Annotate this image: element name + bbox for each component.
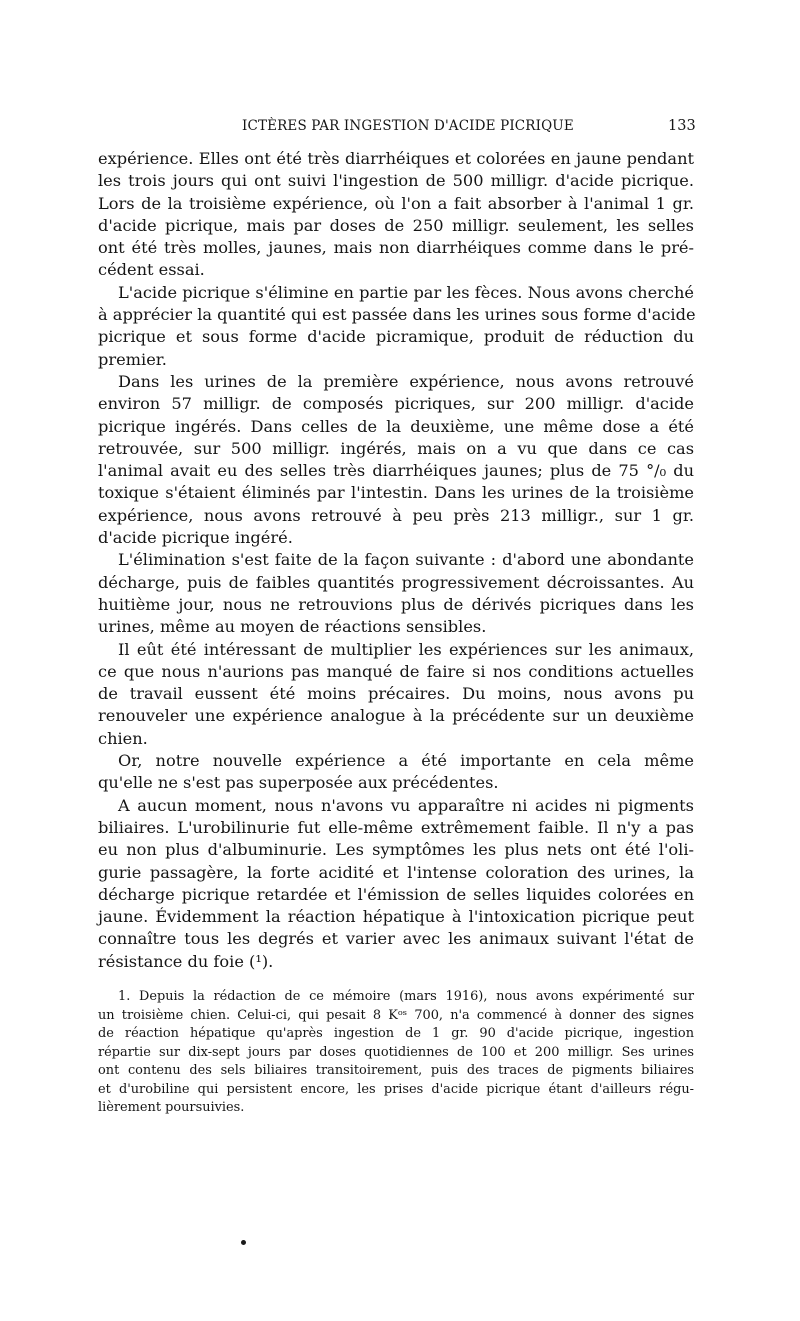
text-line: environ 57 milligr. de composés picriques, sur 200 milligr. d'acide xyxy=(98,394,694,414)
text-line: de travail eussent été moins précaires. Du moins, nous avons pu xyxy=(98,684,694,704)
footnote-line: ont contenu des sels biliaires transitoirement, puis des traces de pigments biliaires xyxy=(98,1063,694,1078)
text-line: biliaires. L'urobilinurie fut elle-même extrêmement faible. Il n'y a pas xyxy=(98,817,694,837)
text-line: l'animal avait eu des selles très diarrhéiques jaunes; plus de 75 °/₀ du xyxy=(98,461,694,481)
text-line: L'acide picrique s'élimine en partie par les fèces. Nous avons cherché xyxy=(118,282,694,302)
footnote-line: et d'urobiline qui persistent encore, les prises d'acide picrique étant d'ailleurs régu- xyxy=(98,1081,694,1097)
text-line: ce que nous n'aurions pas manqué de faire si nos conditions actuelles xyxy=(98,661,694,681)
text-line: qu'elle ne s'est pas superposée aux précédentes. xyxy=(98,773,499,793)
printing-speck xyxy=(241,1240,246,1245)
text-line: picrique et sous forme d'acide picramique, produit de réduction du xyxy=(98,327,694,347)
footnote-line: un troisième chien. Celui-ci, qui pesait 8 Kᵒˢ 700, n'a commencé à donner des signes xyxy=(98,1007,694,1023)
text-line: retrouvée, sur 500 milligr. ingérés, mais on a vu que dans ce cas xyxy=(98,438,694,458)
text-line: urines, même au moyen de réactions sensibles. xyxy=(98,617,487,637)
text-line: Or, notre nouvelle expérience a été importante en cela même xyxy=(118,751,694,771)
text-line: Lors de la troisième expérience, où l'on a fait absorber à l'animal 1 gr. xyxy=(98,193,694,213)
text-line: eu non plus d'albuminurie. Les symptômes les plus nets ont été l'oli- xyxy=(98,840,694,860)
text-line: renouveler une expérience analogue à la précédente sur un deuxième xyxy=(98,706,694,726)
text-line: toxique s'étaient éliminés par l'intestin. Dans les urines de la troisième xyxy=(98,483,694,503)
text-line: décharge, puis de faibles quantités progressivement décroissantes. Au xyxy=(98,572,694,592)
footnote-line: de réaction hépatique qu'après ingestion de 1 gr. 90 d'acide picrique, ingestion xyxy=(98,1026,694,1041)
text-line: picrique ingérés. Dans celles de la deuxième, une même dose a été xyxy=(98,416,694,436)
footnote-line: lièrement poursuivies. xyxy=(98,1100,245,1115)
text-line: expérience, nous avons retrouvé à peu près 213 milligr., sur 1 gr. xyxy=(98,505,694,525)
text-line: d'acide picrique ingéré. xyxy=(98,528,293,548)
text-line: ont été très molles, jaunes, mais non diarrhéiques comme dans le pré- xyxy=(98,238,694,258)
text-line: connaître tous les degrés et varier avec les animaux suivant l'état de xyxy=(98,929,694,949)
footnote-line: répartie sur dix-sept jours par doses quotidiennes de 100 et 200 milligr. Ses urines xyxy=(98,1044,694,1060)
text-line: Dans les urines de la première expérience, nous avons retrouvé xyxy=(118,371,694,391)
text-line: à apprécier la quantité qui est passée dans les urines sous forme d'acide xyxy=(98,305,696,325)
text-line: expérience. Elles ont été très diarrhéiques et colorées en jaune pendant xyxy=(98,149,694,168)
text-line: d'acide picrique, mais par doses de 250 milligr. seulement, les selles xyxy=(98,215,694,235)
text-line: gurie passagère, la forte acidité et l'intense coloration des urines, la xyxy=(98,862,694,882)
text-line: résistance du foie (¹). xyxy=(98,951,274,971)
text-line: huitième jour, nous ne retrouvions plus de dérivés picriques dans les xyxy=(98,594,694,614)
text-line: les trois jours qui ont suivi l'ingestion de 500 milligr. d'acide picrique. xyxy=(98,171,694,191)
text-line: jaune. Évidemment la réaction hépatique à l'intoxication picrique peut xyxy=(98,907,694,927)
text-line: A aucun moment, nous n'avons vu apparaître ni acides ni pigments xyxy=(118,795,694,815)
text-line: premier. xyxy=(98,349,167,369)
text-line: chien. xyxy=(98,728,148,748)
text-line: L'élimination s'est faite de la façon suivante : d'abord une abondante xyxy=(118,550,694,570)
page-header xyxy=(0,118,800,138)
text-line: cédent essai. xyxy=(98,260,205,280)
text-line: décharge picrique retardée et l'émission de selles liquides colorées en xyxy=(98,884,694,904)
footnote-line: 1. Depuis la rédaction de ce mémoire (mars 1916), nous avons expérimenté sur xyxy=(118,989,694,1004)
running-title: ICTÈRES PAR INGESTION D'ACIDE PICRIQUE xyxy=(242,118,574,134)
body-text xyxy=(98,148,694,973)
text-line: Il eût été intéressant de multiplier les expériences sur les animaux, xyxy=(118,639,694,659)
page-number: 133 xyxy=(668,118,696,134)
footnote xyxy=(98,988,694,1118)
